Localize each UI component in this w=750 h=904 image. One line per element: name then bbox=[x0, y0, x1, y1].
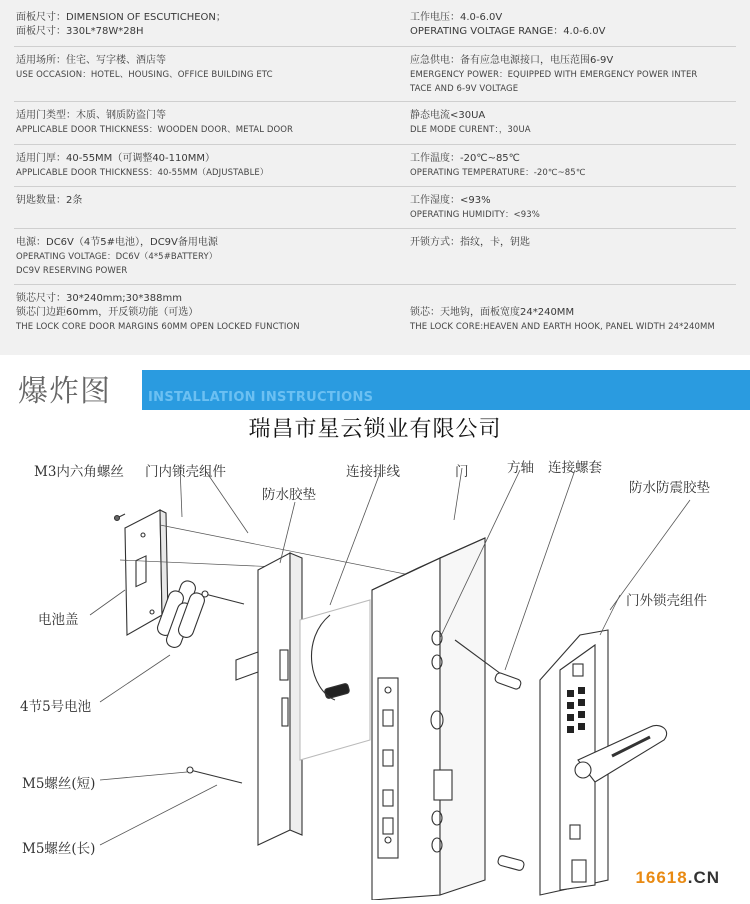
inner-shell-part bbox=[236, 553, 302, 845]
outer-shell-part bbox=[540, 630, 667, 895]
spec-line: USE OCCASION：HOTEL、HOUSING、OFFICE BUILDING ETC bbox=[16, 70, 273, 80]
spec-unlock-methods bbox=[410, 236, 530, 250]
watermark-logo bbox=[635, 868, 720, 888]
spec-idle-current bbox=[410, 109, 531, 137]
spec-power bbox=[16, 236, 218, 278]
label-batteries: 4节5号电池 bbox=[20, 699, 92, 715]
spec-line: DC9V RESERVING POWER bbox=[16, 266, 128, 276]
spec-line: 面板尺寸：DIMENSION OF ESCUTICHEON； bbox=[16, 12, 226, 23]
label-shock-pad: 防水防震胶垫 bbox=[629, 480, 710, 496]
spec-emergency-power bbox=[410, 54, 697, 96]
spec-line: OPERATING HUMIDITY：<93% bbox=[410, 210, 540, 220]
spec-humidity bbox=[410, 194, 540, 222]
spec-line: 工作湿度：<93% bbox=[410, 195, 491, 206]
spec-line: APPLICABLE DOOR THICKNESS：40-55MM（ADJUSTABLE） bbox=[16, 168, 269, 178]
spec-line: 电源：DC6V（4节5#电池），DC9V备用电源 bbox=[16, 237, 218, 248]
spec-line: 钥匙数量：2条 bbox=[16, 195, 83, 206]
divider bbox=[14, 46, 736, 47]
divider bbox=[14, 186, 736, 187]
label-m5-short: M5螺丝(短) bbox=[22, 776, 96, 792]
label-waterproof-pad: 防水胶垫 bbox=[262, 487, 316, 503]
spec-line: 锁芯尺寸：30*240mm;30*388mm bbox=[16, 293, 182, 304]
label-inner-shell: 门内锁壳组件 bbox=[145, 464, 226, 480]
spec-line: OPERATING TEMPERATURE：-20℃~85℃ bbox=[410, 168, 586, 178]
spec-door-type bbox=[16, 109, 293, 137]
spec-dimension bbox=[16, 11, 226, 39]
spec-lock-core bbox=[410, 306, 715, 334]
spec-occasion bbox=[16, 54, 273, 82]
label-cable: 连接排线 bbox=[346, 464, 400, 480]
label-m5-long: M5螺丝(长) bbox=[22, 841, 96, 857]
spec-line: 工作温度：-20℃~85℃ bbox=[410, 153, 520, 164]
label-battery-cover: 电池盖 bbox=[38, 612, 79, 628]
divider bbox=[14, 228, 736, 229]
spec-line: 面板尺寸：330L*78W*28H bbox=[16, 26, 144, 37]
exploded-diagram bbox=[0, 440, 750, 900]
spec-line: 锁芯：天地钩，面板宽度24*240MM bbox=[410, 307, 575, 318]
spec-keys bbox=[16, 194, 82, 208]
spec-line: 工作电压：4.0-6.0V bbox=[410, 12, 503, 23]
spec-line: 适用门厚：40-55MM（可调整40-110MM） bbox=[16, 153, 215, 164]
label-outer-shell: 门外锁壳组件 bbox=[626, 593, 707, 609]
spec-line: 开锁方式：指纹，卡，钥匙 bbox=[410, 237, 530, 248]
spec-line: OPERATING VOLTAGE：DC6V（4*5#BATTERY） bbox=[16, 252, 218, 262]
spec-line: 锁芯门边距60mm，开反锁功能（可选） bbox=[16, 307, 199, 318]
section-header bbox=[0, 362, 750, 414]
spec-line: THE LOCK CORE DOOR MARGINS 60MM OPEN LOCKED FUNCTION bbox=[16, 322, 300, 332]
spec-line: 静态电流<30UA bbox=[410, 110, 486, 121]
spec-line: DLE MODE CURENT：，30UA bbox=[410, 125, 531, 135]
label-m3-screw: M3内六角螺丝 bbox=[34, 464, 124, 480]
divider bbox=[14, 144, 736, 145]
spec-lock-core-size bbox=[16, 292, 300, 334]
spec-sheet bbox=[0, 0, 750, 355]
spec-line: 适用场所：住宅、写字楼、酒店等 bbox=[16, 55, 166, 66]
spec-line: 适用门类型：木质、钢质防盗门等 bbox=[16, 110, 166, 121]
company-name: 瑞昌市星云锁业有限公司 bbox=[248, 417, 502, 442]
divider bbox=[14, 101, 736, 102]
diagram-drawing bbox=[0, 440, 750, 900]
spec-voltage bbox=[410, 11, 605, 39]
label-square-shaft: 方轴 bbox=[507, 460, 534, 476]
door-part bbox=[372, 538, 485, 900]
spec-line: APPLICABLE DOOR THICKNESS：WOODEN DOOR、METAL DOOR bbox=[16, 125, 294, 135]
spec-temperature bbox=[410, 152, 585, 180]
cable-part bbox=[300, 600, 370, 760]
spec-line: EMERGENCY POWER：EQUIPPED WITH EMERGENCY POWER INTER bbox=[410, 70, 698, 80]
m3-screw-part bbox=[115, 514, 126, 521]
section-subtitle: INSTALLATION INSTRUCTIONS bbox=[148, 390, 374, 405]
spec-line: OPERATING VOLTAGE RANGE：4.0-6.0V bbox=[410, 26, 606, 37]
label-sleeve: 连接螺套 bbox=[548, 460, 602, 476]
spec-line: TACE AND 6-9V VOLTAGE bbox=[410, 84, 519, 94]
spec-line: 应急供电：备有应急电源接口，电压范围6-9V bbox=[410, 55, 614, 66]
watermark-number: 16618 bbox=[635, 868, 688, 887]
watermark-suffix: .CN bbox=[687, 868, 720, 887]
label-door: 门 bbox=[455, 464, 469, 480]
section-title: 爆炸图 bbox=[18, 374, 111, 409]
spec-door-thickness bbox=[16, 152, 269, 180]
spec-line: THE LOCK CORE:HEAVEN AND EARTH HOOK, PANEL WIDTH 24*240MM bbox=[410, 322, 715, 332]
divider bbox=[14, 284, 736, 285]
